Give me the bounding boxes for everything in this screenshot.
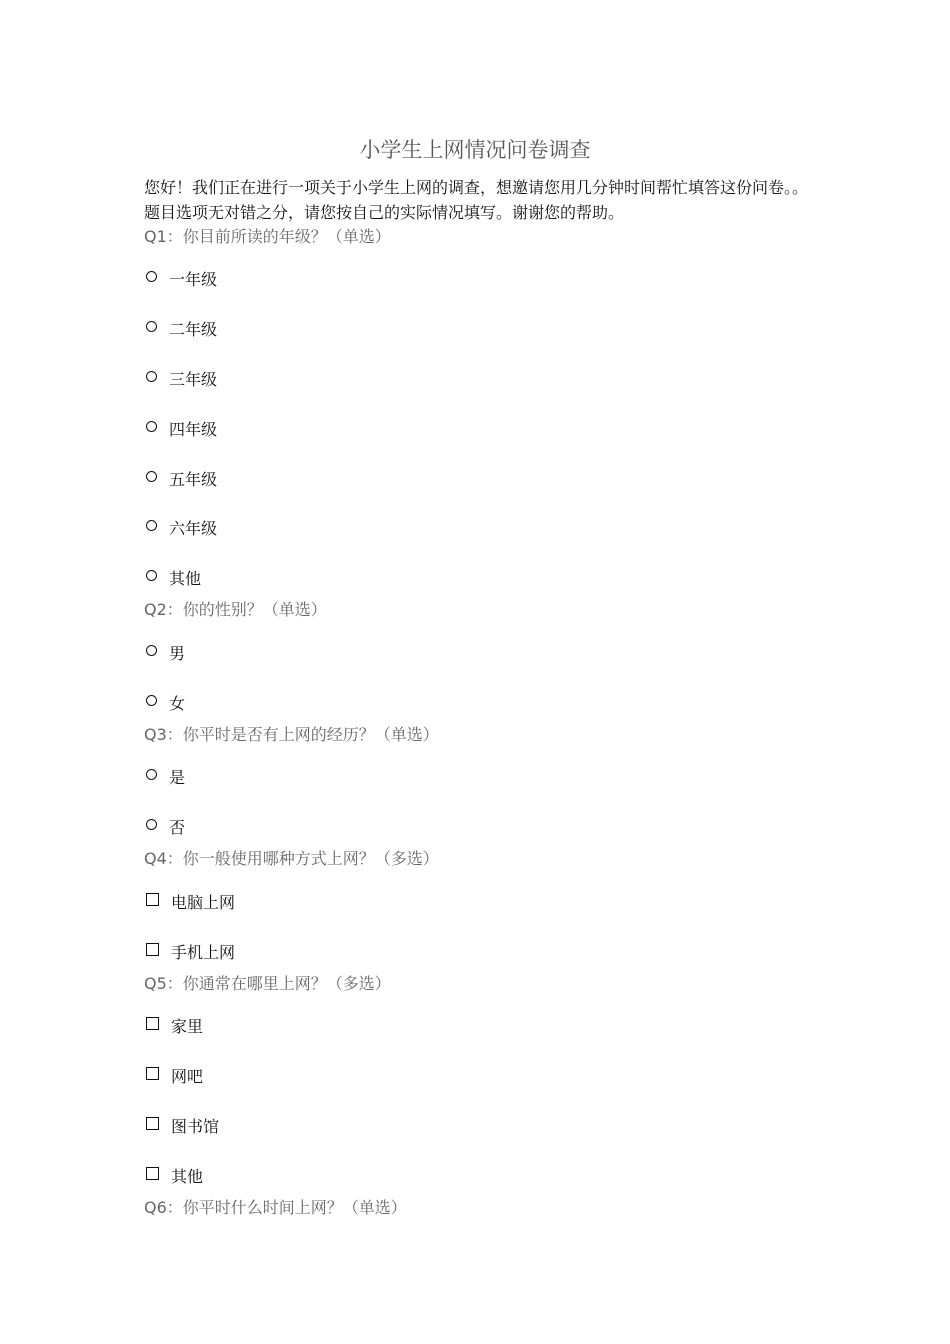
option-q1-grade-2[interactable] <box>146 316 217 340</box>
option-q1-grade-6[interactable] <box>146 515 217 539</box>
checkbox-icon[interactable] <box>146 1017 159 1030</box>
option-q3-no[interactable] <box>146 814 185 838</box>
option-label: 四年级 <box>169 420 218 439</box>
option-label: 是 <box>169 768 186 787</box>
option-label: 六年级 <box>169 519 218 538</box>
option-q2-male[interactable] <box>146 640 185 664</box>
checkbox-icon[interactable] <box>146 1067 159 1080</box>
option-label: 手机上网 <box>171 943 236 962</box>
radio-icon[interactable] <box>146 769 157 780</box>
option-q5-library[interactable] <box>146 1113 219 1137</box>
radio-icon[interactable] <box>146 321 157 332</box>
radio-icon[interactable] <box>146 520 157 531</box>
radio-icon[interactable] <box>146 271 157 282</box>
radio-icon[interactable] <box>146 819 157 830</box>
option-q1-grade-4[interactable] <box>146 416 217 440</box>
option-label: 二年级 <box>169 320 218 339</box>
option-label: 一年级 <box>169 270 218 289</box>
radio-icon[interactable] <box>146 471 157 482</box>
checkbox-icon[interactable] <box>146 943 159 956</box>
question-5: Q5：你通常在哪里上网？（多选） <box>144 974 391 993</box>
option-q2-female[interactable] <box>146 690 185 714</box>
option-label: 网吧 <box>171 1067 204 1086</box>
option-q1-grade-1[interactable] <box>146 266 217 290</box>
option-label: 家里 <box>171 1017 204 1036</box>
option-q1-grade-3[interactable] <box>146 366 217 390</box>
option-q4-phone[interactable] <box>146 939 235 963</box>
radio-icon[interactable] <box>146 371 157 382</box>
option-q4-computer[interactable] <box>146 889 235 913</box>
checkbox-icon[interactable] <box>146 1117 159 1130</box>
question-6: Q6：你平时什么时间上网？（单选） <box>144 1198 407 1217</box>
option-q1-grade-5[interactable] <box>146 466 217 490</box>
checkbox-icon[interactable] <box>146 893 159 906</box>
option-label: 图书馆 <box>171 1117 220 1136</box>
option-label: 电脑上网 <box>171 893 236 912</box>
option-q1-other[interactable] <box>146 565 201 589</box>
option-label: 女 <box>169 694 186 713</box>
question-2: Q2：你的性别？（单选） <box>144 600 327 619</box>
option-label: 三年级 <box>169 370 218 389</box>
option-label: 其他 <box>171 1167 204 1186</box>
intro-paragraph: 您好！我们正在进行一项关于小学生上网的调查，想邀请您用几分钟时间帮忙填答这份问卷。。题目选项无对错之分，请您按自己的实际情况填写。谢谢您的帮助。 <box>144 178 809 222</box>
option-q5-other[interactable] <box>146 1163 203 1187</box>
radio-icon[interactable] <box>146 695 157 706</box>
option-label: 五年级 <box>169 470 218 489</box>
option-q3-yes[interactable] <box>146 764 185 788</box>
page-title: 小学生上网情况问卷调查 <box>359 138 591 162</box>
radio-icon[interactable] <box>146 570 157 581</box>
option-label: 否 <box>169 818 186 837</box>
radio-icon[interactable] <box>146 645 157 656</box>
radio-icon[interactable] <box>146 421 157 432</box>
option-label: 其他 <box>169 569 202 588</box>
option-q5-internet-cafe[interactable] <box>146 1063 203 1087</box>
question-1: Q1：你目前所读的年级？（单选） <box>144 227 391 246</box>
option-label: 男 <box>169 644 186 663</box>
checkbox-icon[interactable] <box>146 1167 159 1180</box>
question-4: Q4：你一般使用哪种方式上网？（多选） <box>144 849 439 868</box>
option-q5-home[interactable] <box>146 1013 203 1037</box>
question-3: Q3：你平时是否有上网的经历？（单选） <box>144 725 439 744</box>
